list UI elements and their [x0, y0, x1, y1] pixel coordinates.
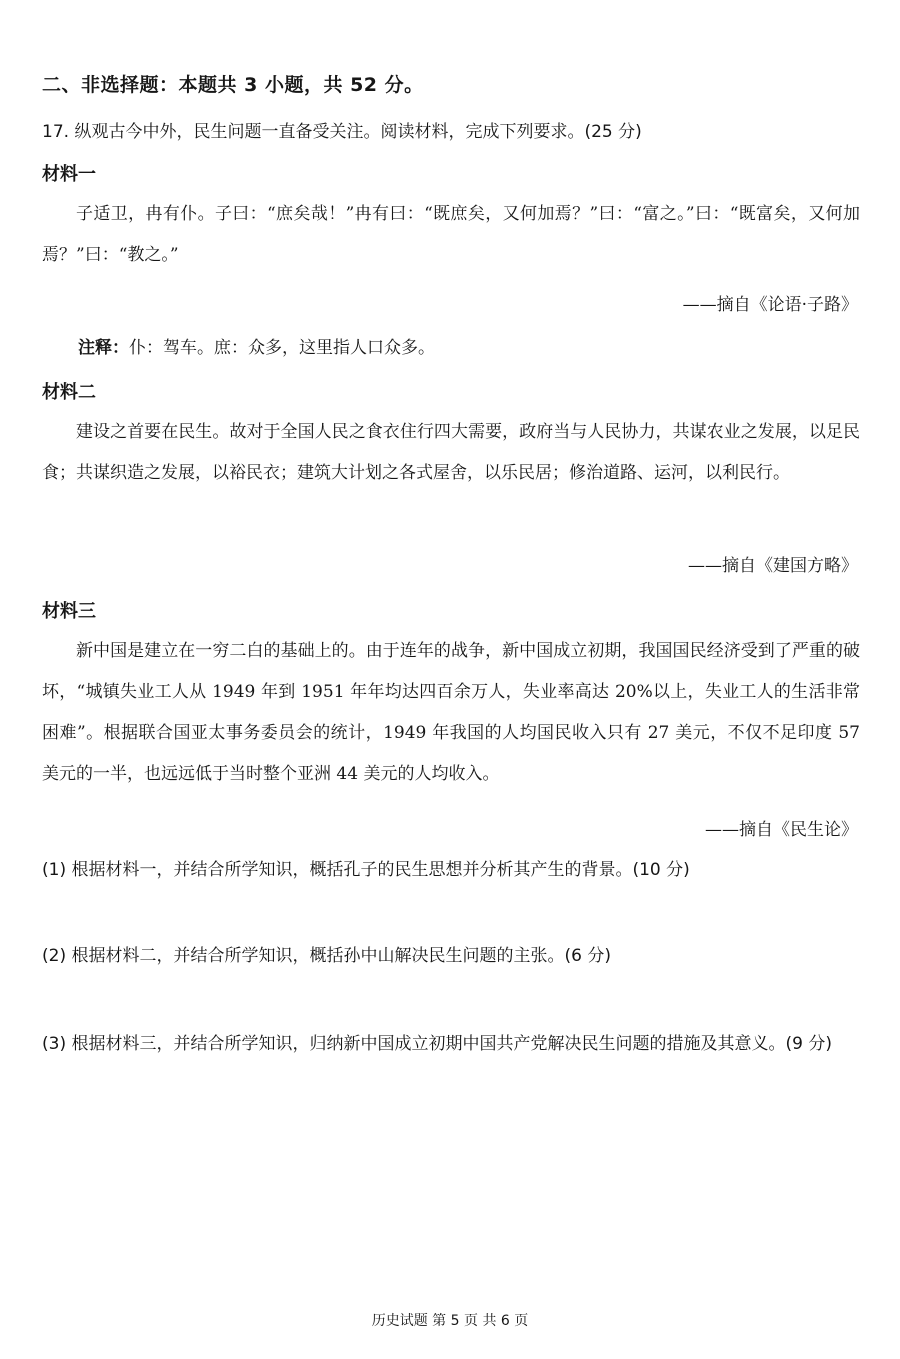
material-2-text: 建设之首要在民生。故对于全国人民之食衣住行四大需要，政府当与人民协力，共谋农业之发展，以足民食；共谋织造之发展，以裕民衣；建筑大计划之各式屋舍，以乐民居；修治道路、运河，以利民行。 [42, 422, 860, 483]
material-1-label: 材料一 [42, 164, 96, 185]
sub-question-1: (1) 根据材料一，并结合所学知识，概括孔子的民生思想并分析其产生的背景。(10 分) [42, 860, 690, 880]
section-heading: 二、非选择题：本题共 3 小题，共 52 分。 [42, 74, 424, 96]
material-3-text: 新中国是建立在一穷二白的基础上的。由于连年的战争，新中国成立初期，我国国民经济受到了严重的破坏，“城镇失业工人从 1949 年到 1951 年年均达四百余万人，失业率高达 20%以上，失业工人的生活非常困难”。根据联合国亚太事务委员会的统计，1949 年我国的人均国民收入只有 27 美元，不仅不足印度 57 美元的一半，也远远低于当时整个亚洲 44 美元的人均收入。 [42, 641, 860, 784]
material-3-source: ——摘自《民生论》 [705, 820, 858, 840]
note-label: 注释： [78, 338, 129, 358]
material-2-label: 材料二 [42, 382, 96, 403]
material-1-note [78, 333, 435, 358]
material-3-label: 材料三 [42, 601, 96, 622]
sub-question-2: (2) 根据材料二，并结合所学知识，概括孙中山解决民生问题的主张。(6 分) [42, 946, 611, 966]
page-footer: 历史试题 第 5 页 共 6 页 [371, 1313, 529, 1329]
question-17-intro: 17. 纵观古今中外，民生问题一直备受关注。阅读材料，完成下列要求。(25 分) [42, 122, 642, 142]
note-text: 仆：驾车。庶：众多，这里指人口众多。 [129, 338, 435, 358]
sub-question-3: (3) 根据材料三，并结合所学知识，归纳新中国成立初期中国共产党解决民生问题的措施及其意义。(9 分) [42, 1034, 832, 1054]
material-2-source: ——摘自《建国方略》 [688, 556, 858, 576]
material-1-text: 子适卫，冉有仆。子曰：“庶矣哉！”冉有曰：“既庶矣，又何加焉？”曰：“富之。”曰：“既富矣，又何加焉？”曰：“教之。” [42, 204, 860, 265]
material-1-source: ——摘自《论语·子路》 [682, 295, 858, 315]
